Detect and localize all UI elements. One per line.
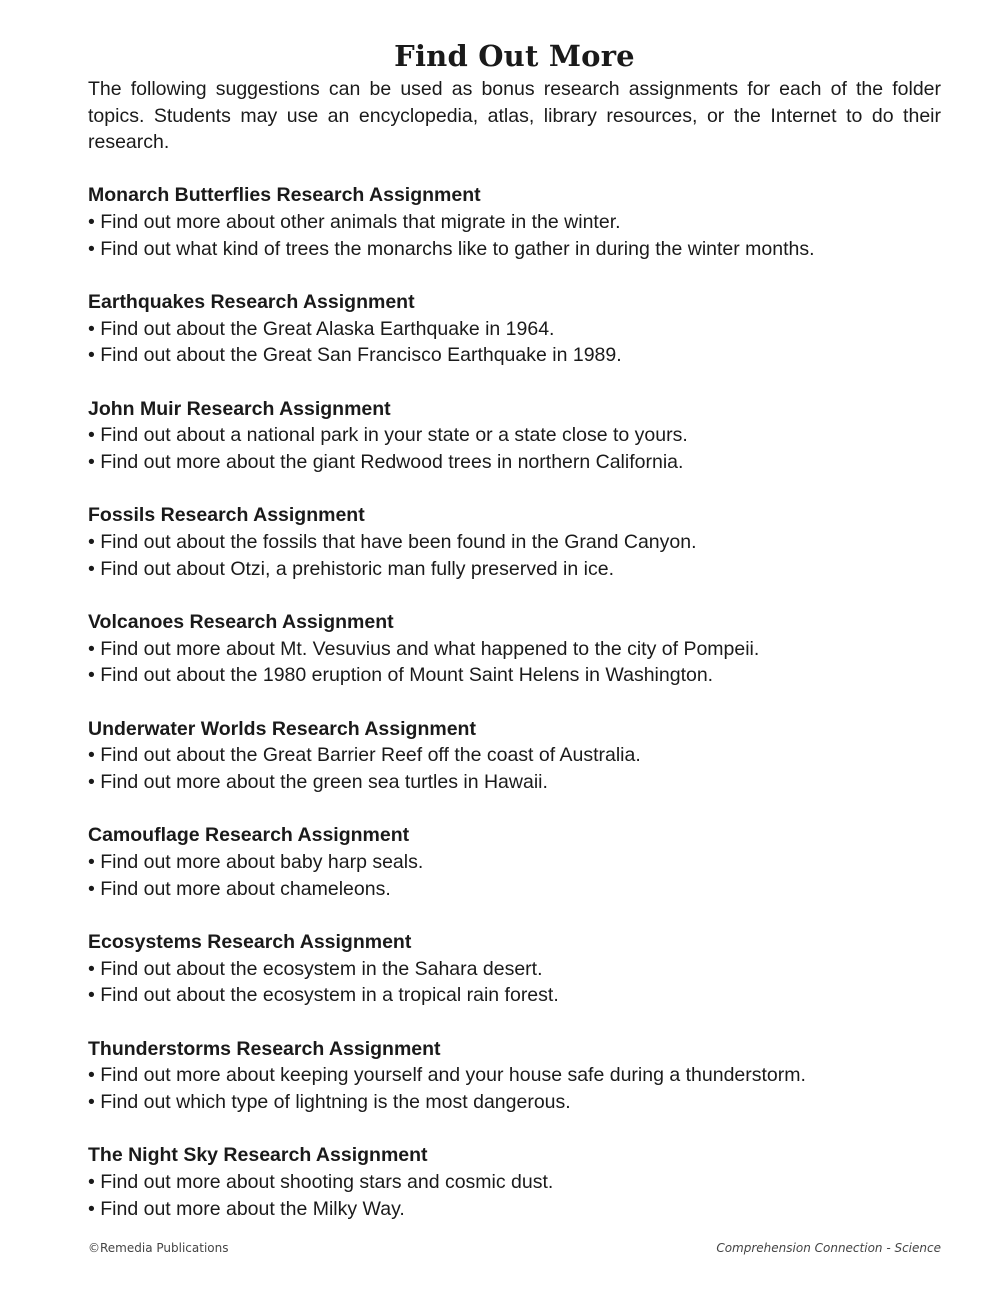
section-heading: Fossils Research Assignment: [88, 504, 365, 527]
list-item: [88, 1089, 941, 1116]
bullet-mark: •: [88, 530, 95, 553]
section-heading: Camouflage Research Assignment: [88, 824, 410, 847]
list-item: [88, 529, 941, 556]
bullet-mark: •: [88, 771, 95, 794]
bullet-mark: •: [88, 664, 95, 687]
list-item-text: Find out more about chameleons.: [100, 877, 391, 900]
list-item-text: Find out about the fossils that have been found in the Grand Canyon.: [100, 530, 697, 553]
section-heading: John Muir Research Assignment: [88, 397, 391, 420]
publisher-credit: ©Remedia Publications: [88, 1241, 229, 1255]
list-item: [88, 1196, 941, 1223]
list-item-text: Find out more about shooting stars and cosmic dust.: [100, 1171, 554, 1194]
list-item-text: Find out about the Great Barrier Reef off the coast of Australia.: [100, 744, 641, 767]
section-monarch-butterflies: [88, 182, 941, 262]
list-item: [88, 316, 941, 343]
list-item-text: Find out more about the Milky Way.: [100, 1197, 405, 1220]
section-heading: Thunderstorms Research Assignment: [88, 1037, 441, 1060]
list-item: [88, 422, 941, 449]
list-item: [88, 956, 941, 983]
list-item: [88, 662, 941, 689]
list-item-text: Find out more about the green sea turtles in Hawaii.: [100, 771, 548, 794]
section-john-muir: [88, 396, 941, 476]
list-item-text: Find out more about keeping yourself and your house safe during a thunderstorm.: [100, 1064, 806, 1087]
list-item: [88, 876, 941, 903]
section-heading: Ecosystems Research Assignment: [88, 931, 412, 954]
list-item-text: Find out which type of lightning is the most dangerous.: [100, 1091, 571, 1114]
section-fossils: [88, 502, 941, 582]
bullet-mark: •: [88, 637, 95, 660]
list-item-text: Find out about a national park in your state or a state close to yours.: [100, 424, 688, 447]
section-underwater-worlds: [88, 716, 941, 796]
section-camouflage: [88, 822, 941, 902]
list-item: [88, 636, 941, 663]
bullet-mark: •: [88, 344, 95, 367]
list-item: [88, 849, 941, 876]
book-title: Comprehension Connection - Science: [716, 1241, 941, 1255]
list-item-text: Find out more about other animals that migrate in the winter.: [100, 210, 621, 233]
section-volcanoes: [88, 609, 941, 689]
assignment-sections: [88, 182, 941, 1222]
list-item: [88, 236, 941, 263]
bullet-mark: •: [88, 237, 95, 260]
bullet-mark: •: [88, 957, 95, 980]
list-item-text: Find out more about baby harp seals.: [100, 851, 424, 874]
page-title: Find Out More: [394, 39, 635, 73]
section-heading: Volcanoes Research Assignment: [88, 610, 394, 633]
list-item-text: Find out about the ecosystem in the Sahara desert.: [100, 957, 543, 980]
list-item: [88, 1169, 941, 1196]
list-item: [88, 982, 941, 1009]
intro-paragraph: The following suggestions can be used as bonus research assignments for each of the folder topics. Students may use an encyclopedia, atlas, library resources, or the Internet to do their research.: [88, 78, 941, 154]
bullet-mark: •: [88, 317, 95, 340]
bullet-mark: •: [88, 1171, 95, 1194]
bullet-mark: •: [88, 450, 95, 473]
section-ecosystems: [88, 929, 941, 1009]
list-item: [88, 742, 941, 769]
section-heading: The Night Sky Research Assignment: [88, 1144, 428, 1167]
bullet-mark: •: [88, 424, 95, 447]
bullet-mark: •: [88, 1197, 95, 1220]
bullet-mark: •: [88, 1091, 95, 1114]
list-item-text: Find out about the ecosystem in a tropical rain forest.: [100, 984, 559, 1007]
document-page: [88, 36, 941, 1223]
list-item: [88, 449, 941, 476]
section-heading: Earthquakes Research Assignment: [88, 290, 415, 313]
bullet-mark: •: [88, 210, 95, 233]
section-night-sky: [88, 1142, 941, 1222]
list-item: [88, 342, 941, 369]
list-item: [88, 769, 941, 796]
bullet-mark: •: [88, 557, 95, 580]
list-item-text: Find out what kind of trees the monarchs like to gather in during the winter months.: [100, 237, 815, 260]
bullet-mark: •: [88, 984, 95, 1007]
list-item-text: Find out about the Great San Francisco Earthquake in 1989.: [100, 344, 622, 367]
list-item-text: Find out more about the giant Redwood trees in northern California.: [100, 450, 684, 473]
bullet-mark: •: [88, 851, 95, 874]
list-item-text: Find out about the 1980 eruption of Mount Saint Helens in Washington.: [100, 664, 714, 687]
list-item-text: Find out about the Great Alaska Earthquake in 1964.: [100, 317, 555, 340]
list-item: [88, 1062, 941, 1089]
bullet-mark: •: [88, 1064, 95, 1087]
list-item: [88, 556, 941, 583]
bullet-mark: •: [88, 877, 95, 900]
bullet-mark: •: [88, 744, 95, 767]
list-item: [88, 209, 941, 236]
list-item-text: Find out about Otzi, a prehistoric man fully preserved in ice.: [100, 557, 614, 580]
section-heading: Monarch Butterflies Research Assignment: [88, 184, 481, 207]
list-item-text: Find out more about Mt. Vesuvius and what happened to the city of Pompeii.: [100, 637, 760, 660]
section-heading: Underwater Worlds Research Assignment: [88, 717, 476, 740]
section-earthquakes: [88, 289, 941, 369]
section-thunderstorms: [88, 1036, 941, 1116]
